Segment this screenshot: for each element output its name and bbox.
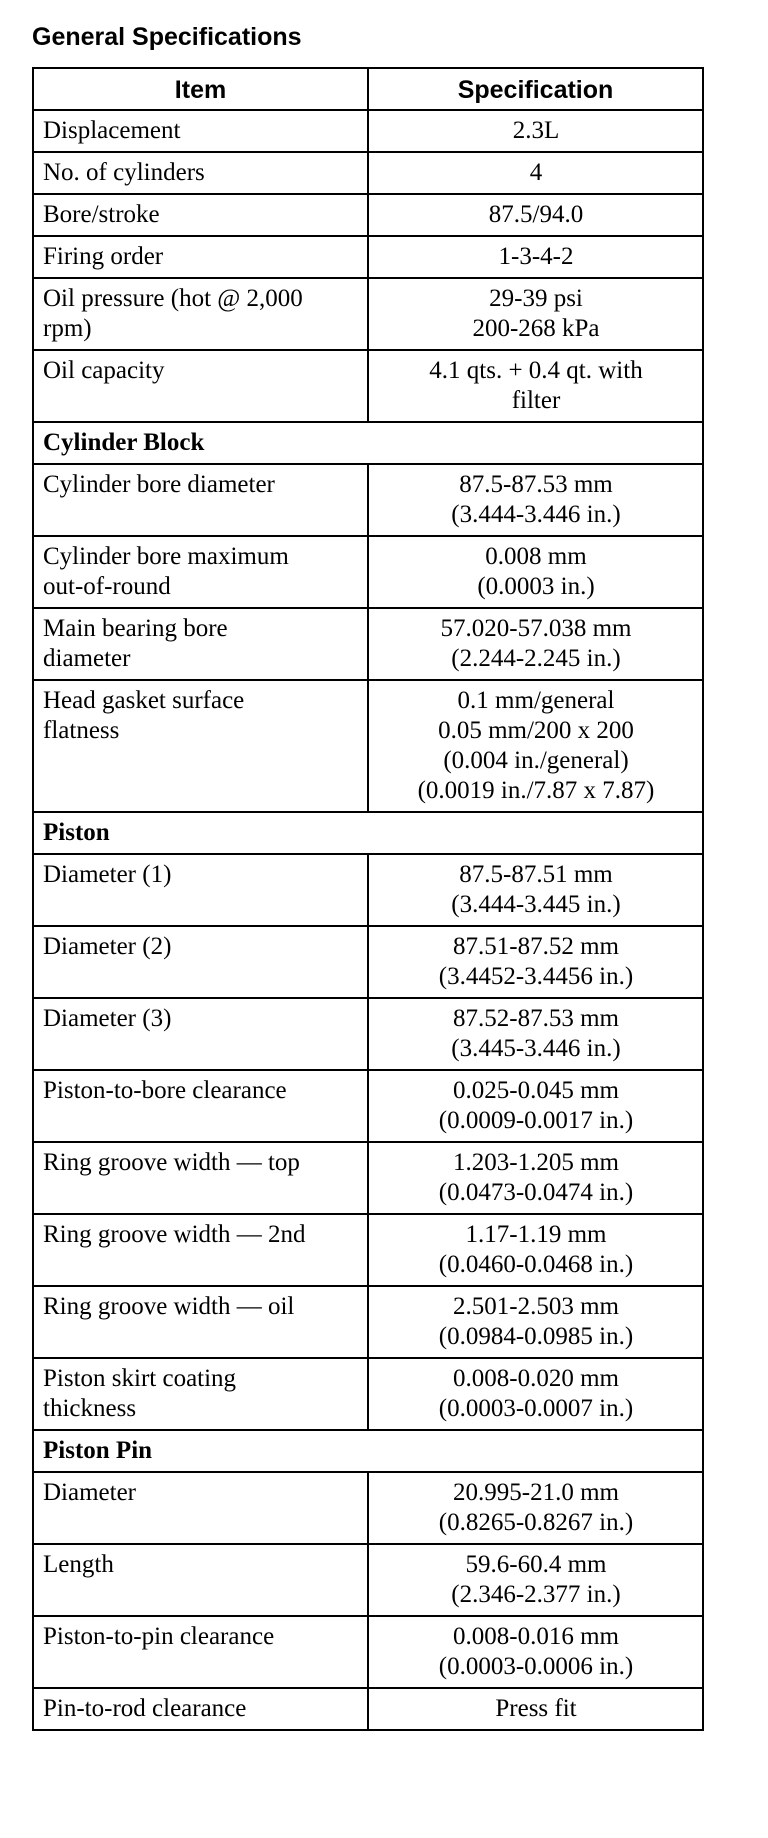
specification-text: 20.995-21.0 mm (453, 1479, 619, 1506)
specification-cell (368, 998, 703, 1070)
item-cell (33, 464, 368, 536)
item-cell (33, 1070, 368, 1142)
item-cell (33, 680, 368, 812)
table-row (33, 680, 703, 812)
table-row (33, 278, 703, 350)
specification-cell (368, 194, 703, 236)
specification-text: Press fit (495, 1695, 577, 1722)
item-text: Oil pressure (hot @ 2,000 (43, 285, 303, 312)
item-text: flatness (43, 717, 120, 744)
specification-text: 200-268 kPa (472, 315, 600, 342)
item-text: thickness (43, 1395, 137, 1422)
specification-cell (368, 1544, 703, 1616)
item-cell (33, 110, 368, 152)
specification-text: (0.0019 in./7.87 x 7.87) (417, 777, 655, 804)
item-cell (33, 1688, 368, 1730)
specification-cell (368, 680, 703, 812)
table-row (33, 1616, 703, 1688)
item-text: Diameter (2) (43, 933, 172, 960)
specification-cell (368, 350, 703, 422)
specification-text: 29-39 psi (489, 285, 583, 312)
specification-text: 4.1 qts. + 0.4 qt. with (429, 357, 643, 384)
table-row (33, 110, 703, 152)
specification-text: 59.6-60.4 mm (465, 1551, 607, 1578)
specification-cell (368, 1688, 703, 1730)
item-cell (33, 1286, 368, 1358)
specification-cell (368, 536, 703, 608)
specification-text: 2.501-2.503 mm (453, 1293, 619, 1320)
table-header-row (33, 68, 703, 110)
table-row (33, 608, 703, 680)
specification-text: filter (511, 387, 561, 414)
specification-cell (368, 1472, 703, 1544)
table-row (33, 1472, 703, 1544)
specification-text: 0.008-0.016 mm (453, 1623, 619, 1650)
item-cell (33, 350, 368, 422)
specification-cell (368, 854, 703, 926)
section-heading: Piston Pin (33, 1430, 703, 1472)
specification-cell (368, 1214, 703, 1286)
item-text: rpm) (43, 315, 92, 342)
item-cell (33, 1142, 368, 1214)
column-header-item: Item (33, 68, 368, 110)
item-cell (33, 854, 368, 926)
specification-cell (368, 608, 703, 680)
table-row (33, 1358, 703, 1430)
item-text: Oil capacity (43, 357, 165, 384)
table-row (33, 1070, 703, 1142)
item-cell (33, 236, 368, 278)
item-cell (33, 194, 368, 236)
item-text: Head gasket surface (43, 687, 245, 714)
item-cell (33, 1544, 368, 1616)
specification-text: (0.0003 in.) (477, 573, 595, 600)
item-cell (33, 1472, 368, 1544)
specification-text: 4 (529, 159, 543, 186)
column-header-specification: Specification (368, 68, 703, 110)
specification-text: (3.444-3.445 in.) (451, 891, 621, 918)
specification-text: 0.1 mm/general (457, 687, 615, 714)
item-text: Ring groove width — oil (43, 1293, 295, 1320)
specification-cell (368, 152, 703, 194)
item-text: Cylinder bore maximum (43, 543, 289, 570)
item-text: Main bearing bore (43, 615, 228, 642)
specification-text: 87.51-87.52 mm (453, 933, 619, 960)
specification-text: 0.025-0.045 mm (453, 1077, 619, 1104)
specification-cell (368, 1358, 703, 1430)
item-text: Displacement (43, 117, 181, 144)
specification-text: 87.5-87.53 mm (459, 471, 613, 498)
specification-text: (3.4452-3.4456 in.) (438, 963, 634, 990)
table-row (33, 350, 703, 422)
table-body (33, 110, 703, 1730)
specification-cell (368, 1286, 703, 1358)
table-row (33, 194, 703, 236)
specification-text: (0.0473-0.0474 in.) (438, 1179, 634, 1206)
item-text: Ring groove width — top (43, 1149, 300, 1176)
item-cell (33, 1616, 368, 1688)
table-row (33, 536, 703, 608)
specification-text: (0.8265-0.8267 in.) (438, 1509, 634, 1536)
table-row (33, 998, 703, 1070)
table-row (33, 1688, 703, 1730)
specification-text: 57.020-57.038 mm (440, 615, 632, 642)
specification-cell (368, 278, 703, 350)
item-text: No. of cylinders (43, 159, 205, 186)
item-cell (33, 278, 368, 350)
specification-text: (3.444-3.446 in.) (451, 501, 621, 528)
item-text: Diameter (43, 1479, 137, 1506)
item-text: Cylinder bore diameter (43, 471, 275, 498)
item-cell (33, 926, 368, 998)
section-heading: Cylinder Block (33, 422, 703, 464)
table-row (33, 152, 703, 194)
specification-cell (368, 1142, 703, 1214)
table-row (33, 1544, 703, 1616)
specification-text: 0.05 mm/200 x 200 (438, 717, 634, 744)
specification-text: 1.203-1.205 mm (453, 1149, 619, 1176)
specification-text: (0.0460-0.0468 in.) (438, 1251, 634, 1278)
table-row (33, 1142, 703, 1214)
item-text: Pin-to-rod clearance (43, 1695, 247, 1722)
item-text: Length (43, 1551, 114, 1578)
table-row (33, 1214, 703, 1286)
item-text: Firing order (43, 243, 164, 270)
table-row (33, 236, 703, 278)
specification-cell (368, 1616, 703, 1688)
specification-cell (368, 926, 703, 998)
specification-text: 1-3-4-2 (498, 243, 574, 270)
item-text: Diameter (1) (43, 861, 172, 888)
item-cell (33, 152, 368, 194)
specification-text: (2.346-2.377 in.) (451, 1581, 621, 1608)
section-heading: Piston (33, 812, 703, 854)
specification-cell (368, 464, 703, 536)
section-row (33, 1430, 703, 1472)
specification-text: (2.244-2.245 in.) (451, 645, 621, 672)
specification-text: 0.008 mm (485, 543, 587, 570)
table-row (33, 854, 703, 926)
specification-cell (368, 1070, 703, 1142)
specification-text: (0.0984-0.0985 in.) (438, 1323, 634, 1350)
section-row (33, 812, 703, 854)
specification-text: (3.445-3.446 in.) (451, 1035, 621, 1062)
item-cell (33, 1214, 368, 1286)
table-row (33, 1286, 703, 1358)
specification-text: 87.5-87.51 mm (459, 861, 613, 888)
specification-text: (0.0003-0.0006 in.) (438, 1653, 634, 1680)
item-cell (33, 608, 368, 680)
table-row (33, 926, 703, 998)
specification-text: 0.008-0.020 mm (453, 1365, 619, 1392)
spec-table (32, 67, 704, 1731)
specification-text: 1.17-1.19 mm (465, 1221, 607, 1248)
page-title: General Specifications (32, 23, 302, 51)
specification-text: 87.52-87.53 mm (453, 1005, 619, 1032)
item-text: diameter (43, 645, 131, 672)
specification-text: (0.0003-0.0007 in.) (438, 1395, 634, 1422)
specification-text: 2.3L (512, 117, 560, 144)
item-text: Bore/stroke (43, 201, 160, 228)
item-text: Piston-to-bore clearance (43, 1077, 287, 1104)
table-row (33, 464, 703, 536)
item-cell (33, 1358, 368, 1430)
specification-cell (368, 236, 703, 278)
item-text: Piston skirt coating (43, 1365, 237, 1392)
specification-text: 87.5/94.0 (488, 201, 584, 228)
specification-text: (0.004 in./general) (443, 747, 629, 774)
specification-text: (0.0009-0.0017 in.) (438, 1107, 634, 1134)
item-text: out-of-round (43, 573, 171, 600)
item-text: Diameter (3) (43, 1005, 172, 1032)
item-text: Piston-to-pin clearance (43, 1623, 275, 1650)
section-row (33, 422, 703, 464)
item-cell (33, 536, 368, 608)
specification-cell (368, 110, 703, 152)
item-cell (33, 998, 368, 1070)
item-text: Ring groove width — 2nd (43, 1221, 306, 1248)
